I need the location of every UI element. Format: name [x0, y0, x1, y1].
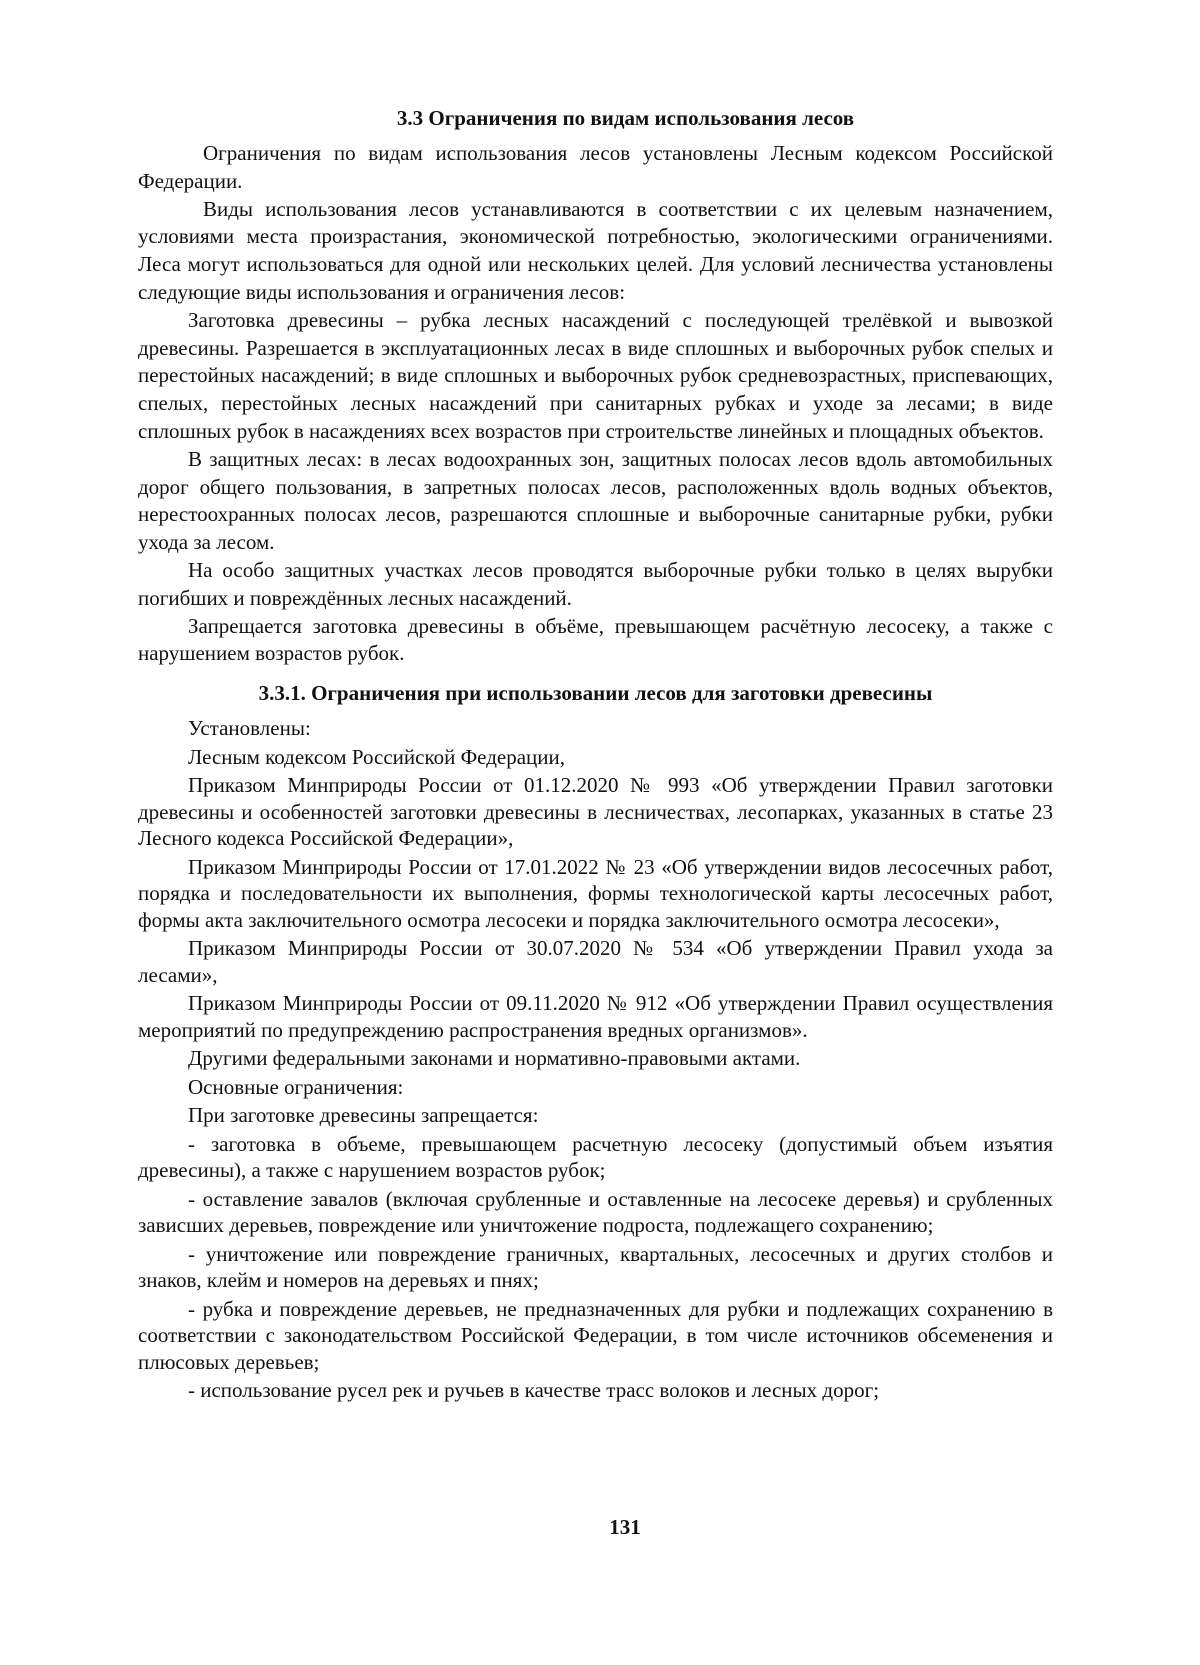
subsection-paragraph: - уничтожение или повреждение граничных, квартальных, лесосечных и других столбов и знаков, клейм и номеров на деревьях и пнях; — [138, 1241, 1053, 1293]
section-paragraph: На особо защитных участках лесов проводятся выборочные рубки только в целях вырубки погибших и повреждённых лесных насаждений. — [138, 557, 1053, 610]
subsection-paragraph: Приказом Минприроды России от 09.11.2020 № 912 «Об утверждении Правил осуществления мероприятий по предупреждению распространения вредных организмов». — [138, 991, 1053, 1042]
subsection-paragraph: Приказом Минприроды России от 30.07.2020 № 534 «Об утверждении Правил ухода за лесами», — [138, 936, 1053, 987]
subsection-paragraph: - использование русел рек и ручьев в качестве трасс волоков и лесных дорог; — [188, 1378, 880, 1403]
section-paragraph: Заготовка древесины – рубка лесных насаждений с последующей трелёвкой и вывозкой древесины. Разрешается в эксплуатационных лесах в виде сплошных и выборочных рубок спелых и перестойных насаждений; в виде сплошных и выборочных рубок средневозрастных, приспевающих, спелых, перестойных лесных насаждений при санитарных рубках и уходе за лесами; в виде сплошных рубок в насаждениях всех возрастов при строительстве линейных и площадных объектов. — [138, 307, 1053, 443]
subsection-title: 3.3.1. Ограничения при использовании лесов для заготовки древесины — [258, 681, 933, 706]
section-paragraph: В защитных лесах: в лесах водоохранных зон, защитных полосах лесов вдоль автомобильных дорог общего пользования, в запретных полосах лесов, расположенных вдоль водных объектов, нерестоохранных полосах лесов, разрешаются сплошные и выборочные санитарные рубки, рубки ухода за лесом. — [138, 446, 1053, 555]
subsection-paragraph: - оставление завалов (включая срубленные и оставленные на лесосеке деревья) и срубленных зависших деревьев, повреждение или уничтожение подроста, подлежащего сохранению; — [138, 1186, 1053, 1238]
document-page — [138, 105, 1053, 1406]
page-number: 131 — [609, 1515, 641, 1539]
subsection-paragraph: Установлены: — [188, 716, 311, 741]
section-paragraph: Ограничения по видам использования лесов установлены Лесным кодексом Российской Федерации. — [138, 141, 1053, 193]
subsection-paragraph: - заготовка в объеме, превышающем расчетную лесосеку (допустимый объем изъятия древесины), а также с нарушением возрастов рубок; — [138, 1131, 1053, 1183]
section-paragraph: Виды использования лесов устанавливаются в соответствии с их целевым назначением, условиями места произрастания, экономической потребностью, экологическими ограничениями. Леса могут использоваться для одной или нескольких целей. Для условий лесничества установлены следующие виды использования и ограничения лесов: — [138, 196, 1053, 304]
section-paragraph: Запрещается заготовка древесины в объёме, превышающем расчётную лесосеку, а также с нарушением возрастов рубок. — [138, 613, 1053, 666]
subsection-paragraph: При заготовке древесины запрещается: — [188, 1103, 539, 1128]
subsection-paragraph: Лесным кодексом Российской Федерации, — [188, 744, 565, 769]
subsection-paragraph: - рубка и повреждение деревьев, не предназначенных для рубки и подлежащих сохранению в соответствии с законодательством Российской Федерации, в том числе источников обсеменения и плюсовых деревьев; — [138, 1296, 1053, 1374]
subsection-paragraph: Другими федеральными законами и нормативно-правовыми актами. — [188, 1046, 801, 1071]
subsection-paragraph: Основные ограничения: — [188, 1074, 404, 1099]
subsection-paragraph: Приказом Минприроды России от 01.12.2020 № 993 «Об утверждении Правил заготовки древесины и особенностей заготовки древесины в лесничествах, лесопарках, указанных в статье 23 Лесного кодекса Российской Федерации», — [138, 773, 1053, 851]
section-title: 3.3 Ограничения по видам использования лесов — [396, 106, 855, 130]
subsection-paragraph: Приказом Минприроды России от 17.01.2022 № 23 «Об утверждении видов лесосечных работ, порядка и последовательности их выполнения, формы технологической карты лесосечных работ, формы акта заключительного осмотра лесосеки и порядка заключительного осмотра лесосеки», — [138, 854, 1053, 932]
